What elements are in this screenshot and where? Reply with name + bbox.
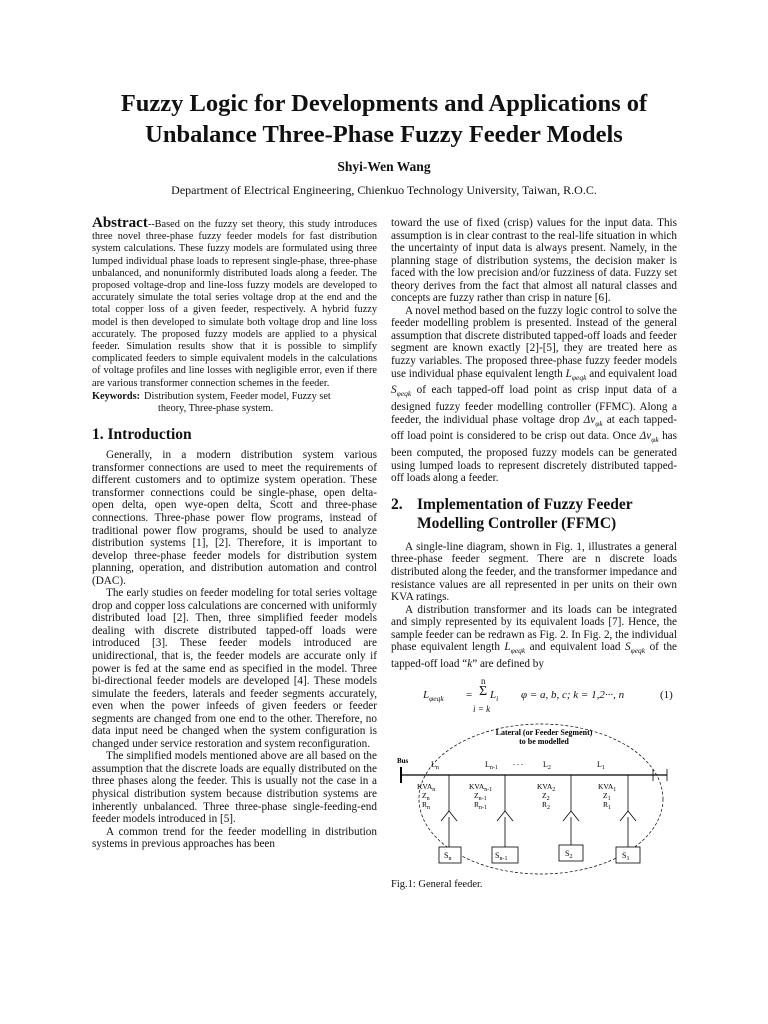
fuzzy-method-paragraph — [391, 305, 677, 485]
bus-label: Bus — [397, 756, 409, 765]
sum-lower-limit: i = k — [473, 703, 491, 714]
section-1-heading: 1. Introduction — [92, 426, 192, 444]
intro-paragraph-1: Generally, in a modern distribution system various transformer connections are used to meet the requirements of different customers and to optimize system operation. These transformer connections could be single-phase, open delta-open delta, open wye-open delta, Scott and three-phase connections. Three-phase power flow programs, instead of traditional power flow programs, should be used to analyze distribution systems [1], [2]. Therefore, it is important to develop three-phase feeder models for distribution system planning, operation, and distribution automation and control (DAC). — [92, 449, 377, 587]
ellipsis: . . . — [513, 757, 523, 767]
general-feeder-diagram — [391, 717, 677, 877]
paper-title — [40, 88, 728, 150]
left-column — [92, 217, 377, 851]
tap-point — [598, 775, 640, 863]
symbol-S-eqk: $S_{\varphi eqk}$ — [391, 384, 412, 399]
kva-label: $KVA_n$ — [417, 781, 436, 793]
kva-label: $KVA_{n-1}$ — [469, 781, 493, 793]
symbol-delta-v: $\Delta v_{\varphi k}$ — [583, 413, 603, 428]
text-run: has been computed, the proposed fuzzy models can be generated using lumped loads to represent discretely distributed tapped-off loads along a feeder. — [391, 430, 677, 485]
segment-label: $L_n$ — [431, 759, 439, 771]
intro-paragraph-3: The simplified models mentioned above are all based on the assumption that the discrete loads are equally distributed on the three phases along the feeder. This is usually not the case in a physical distribution system because distribution systems are inherently unbalanced. Three three-phase single-feeding-end feeder models introduced in [5]. — [92, 750, 377, 826]
figure-1 — [391, 717, 677, 877]
segment-label: $L_2$ — [543, 759, 551, 771]
lateral-label-2: to be modelled — [519, 736, 569, 746]
symbol-L-eqk: $L_{\varphi eqk}$ — [565, 367, 587, 382]
text-run: and equivalent load — [525, 641, 625, 654]
text-run: A novel method based on the fuzzy logic control to solve the feeder modelling problem is presented. Instead of the general assumption that discrete distributed tapped-off loads and feeder segment are known exactly [2]-[5], they are treated here as fuzzy variables. The proposed three-phase fuzzy feeder models use individual phase equivalent length — [391, 304, 677, 380]
text-run: of the tapped-off load “ — [391, 641, 677, 671]
keywords-line-2: theory, Three-phase system. — [158, 403, 274, 415]
text-run: at each tapped-off load point is considered to be crisp out data. Once — [391, 413, 677, 443]
impedance-label: $Z_{n-1}$ — [474, 790, 487, 802]
impedance-label: $Z_2$ — [542, 790, 550, 802]
abstract-heading: Abstract — [92, 215, 148, 231]
symbol-L-eqk: $L_{\varphi eqk}$ — [504, 641, 526, 656]
text-run: ” are defined by — [472, 658, 544, 671]
tap-point — [537, 775, 583, 861]
equation-equals: = — [466, 688, 473, 701]
resistance-label: $R_2$ — [542, 799, 551, 811]
right-column — [391, 217, 677, 891]
keywords-line-1: Distribution system, Feeder model, Fuzzy set — [144, 390, 331, 402]
abstract — [92, 217, 377, 390]
section-2-heading — [391, 495, 677, 533]
load-label: $S_2$ — [565, 848, 573, 860]
ffmc-paragraph-1: A single-line diagram, shown in Fig. 1, illustrates a general three-phase feeder segment. There are n discrete loads distributed along the feeder, and the transformer impedance and resistance values are all represented in per units on their own KVA ratings. — [391, 540, 677, 604]
ffmc-paragraph-2 — [391, 604, 677, 671]
equation-number: (1) — [660, 688, 673, 701]
symbol-k: k — [467, 658, 473, 671]
section-2-title — [417, 495, 633, 533]
intro-paragraph-2: The early studies on feeder modeling for total series voltage drop and copper loss calculations are concerned with uniformly distributed load [2]. Then, three simplified feeder models dealing with discrete distributed tapped-off loads were introduced [3]. These feeder models introduced are unidirectional, that is, the feeder models are accurate only if power is fed at the same end as specified in the model. Three bi-directional feeder models are developed [4]. These models simulate the feeders, laterals and feeder segments accurately, even when the power infeeds of given feeders or feeder segments are changed from one end to the other. Therefore, no data input need be changed when the system configuration is changed under service restoration and system reconfiguration. — [92, 587, 377, 750]
text-run: A distribution transformer and its loads can be integrated and simply represented by its equivalent loads [7]. Hence, the sample feeder can be redrawn as Fig. 2. In Fig. 2, the individual phase equivalent length — [391, 603, 677, 654]
resistance-label: $R_n$ — [422, 799, 431, 811]
load-label: $S_{n-1}$ — [495, 850, 508, 862]
load-label: $S_1$ — [622, 850, 630, 862]
equation-condition: φ = a, b, c; k = 1,2···, n — [521, 688, 625, 701]
resistance-label: $R_{n-1}$ — [474, 799, 488, 811]
title-line-2: Unbalance Three-Phase Fuzzy Feeder Models — [145, 121, 623, 148]
author-name: Shyi-Wen Wang — [337, 159, 431, 174]
intro-paragraph-4: A common trend for the feeder modelling in distribution systems in previous approaches has been — [92, 825, 377, 851]
segment-label: $L_1$ — [597, 759, 605, 771]
impedance-label: $Z_n$ — [422, 790, 430, 802]
sum-symbol: Σ — [479, 683, 488, 699]
tap-point — [469, 775, 518, 863]
title-line-1: Fuzzy Logic for Developments and Applications of — [120, 90, 648, 117]
sum-upper-limit: n — [481, 675, 486, 686]
symbol-S-eqk: $S_{\varphi eqk}$ — [624, 641, 646, 656]
author-affiliation: Department of Electrical Engineering, Chienkuo Technology University, Taiwan, R.O.C. — [171, 183, 597, 197]
equation-lhs: $L_{\varphi eqk}$ — [423, 688, 444, 703]
symbol-delta-v: $\Delta v_{\varphi k}$ — [639, 430, 659, 445]
text-run: and equivalent load — [586, 367, 677, 380]
section-2-number: 2. — [391, 495, 403, 513]
kva-label: $KVA_2$ — [537, 781, 556, 793]
keywords-label: Keywords: — [92, 390, 141, 402]
load-label: $S_n$ — [444, 850, 452, 862]
equation-1 — [391, 673, 677, 717]
lateral-label: Lateral (or Feeder Segment) — [495, 727, 593, 737]
sum-term: $L_i$ — [490, 688, 499, 703]
impedance-label: $Z_1$ — [603, 790, 611, 802]
resistance-label: $R_1$ — [603, 799, 612, 811]
abstract-text: --Based on the fuzzy set theory, this study introduces three novel three-phase fuzzy feeder models for fast distribution system calculations. These fuzzy models are formulated using three lumped individual phase loads to represent single-phase, three-phase unbalanced, and nonuniformly distributed loads along a feeder. The proposed voltage-drop and line-loss fuzzy models are developed to accurately simulate the total series voltage drop at the end and the total copper loss of a given feeder, respectively. A hybrid fuzzy model is then developed to simulate both voltage drop and line loss accurately. The proposed fuzzy models are applied to a physical feeder. Simulation results show that it is possible to simplify complicated feeders to simple equivalent models in the calculations of voltage profiles and line losses with negligible error, even if there are various transformer connection schemes in the feeder. — [92, 219, 377, 389]
kva-label: $KVA_1$ — [598, 781, 617, 793]
section-2-title-line-2: Modelling Controller (FFMC) — [417, 514, 617, 532]
segment-label: $L_{n-1}$ — [485, 759, 498, 771]
text-run: of each tapped-off load point as crisp input data of a designed fuzzy feeder modelling controller (FFMC). Along a feeder, the individual phase voltage drop — [391, 384, 677, 426]
intro-continued-paragraph: toward the use of fixed (crisp) values for the input data. This assumption is in clear contrast to the real-life situation in which the uncertainty of input data is always present. Namely, in the planning stage of distribution systems, the decision maker is faced with the low precision and/or fuzziness of data. Fuzzy set theory derives from the fact that almost all natural classes and concepts are fuzzy rather than crisp in nature [6]. — [391, 217, 677, 305]
figure-1-caption: Fig.1: General feeder. — [391, 878, 483, 890]
section-2-title-line-1: Implementation of Fuzzy Feeder — [417, 495, 633, 513]
keywords — [92, 391, 377, 403]
